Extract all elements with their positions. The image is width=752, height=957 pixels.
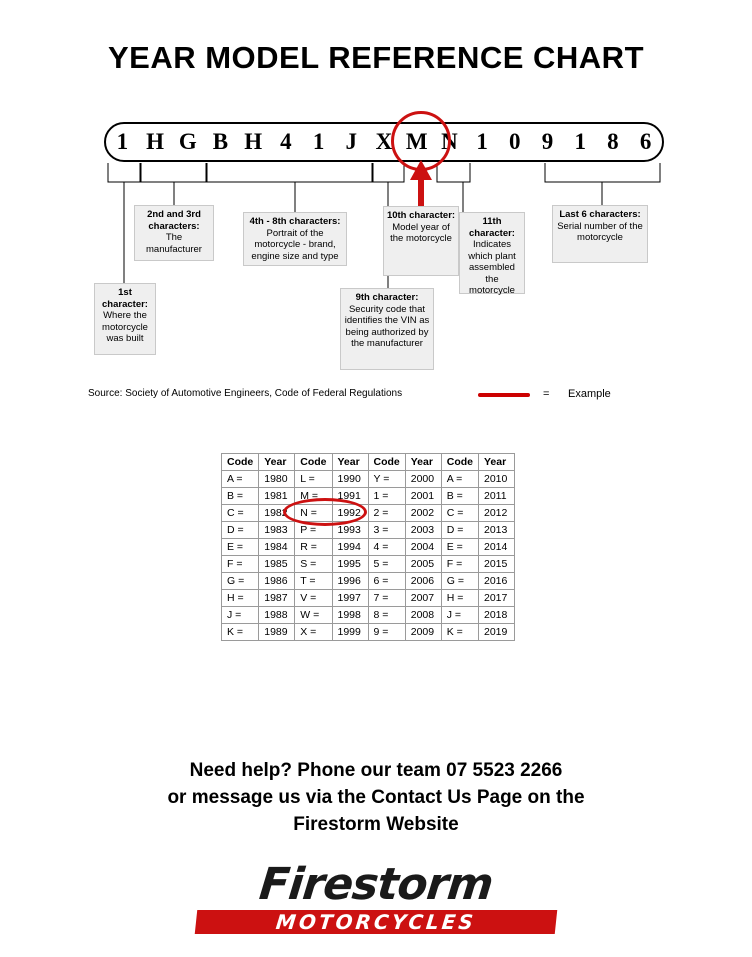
cell-code: G =	[222, 573, 259, 590]
cell-year: 1994	[332, 539, 368, 556]
cell-year: 1999	[332, 624, 368, 641]
cell-code: G =	[441, 573, 478, 590]
cell-year: 2001	[405, 488, 441, 505]
vin-char: 1	[312, 129, 325, 154]
cell-year: 2006	[405, 573, 441, 590]
cell-year: 1997	[332, 590, 368, 607]
firestorm-logo	[196, 859, 556, 942]
vin-number-box	[104, 122, 664, 162]
cell-code: E =	[441, 539, 478, 556]
callout-second-third-characters	[134, 205, 214, 261]
help-text	[0, 757, 752, 838]
cell-year: 2007	[405, 590, 441, 607]
cell-year: 2000	[405, 471, 441, 488]
column-header: Code	[222, 454, 259, 471]
cell-year: 1993	[332, 522, 368, 539]
table-row	[222, 624, 515, 641]
cell-year: 2019	[479, 624, 515, 641]
vin-char: H	[244, 129, 263, 154]
callout-body: Model year of the motorcycle	[390, 221, 452, 244]
table-header-row	[222, 454, 515, 471]
table-row	[222, 590, 515, 607]
cell-year: 2008	[405, 607, 441, 624]
cell-year: 1987	[259, 590, 295, 607]
cell-year: 1991	[332, 488, 368, 505]
cell-year: 1996	[332, 573, 368, 590]
cell-year: 1992	[332, 505, 368, 522]
callout-body: Where the motorcycle was built	[102, 310, 148, 344]
cell-year: 1980	[259, 471, 295, 488]
cell-code: A =	[222, 471, 259, 488]
table-row	[222, 539, 515, 556]
cell-year: 2018	[479, 607, 515, 624]
cell-code: C =	[441, 505, 478, 522]
cell-year: 1984	[259, 539, 295, 556]
cell-code: B =	[441, 488, 478, 505]
callout-heading: 2nd and 3rd characters:	[147, 209, 201, 232]
logo-wordmark: Firestorm	[257, 859, 496, 910]
cell-code: 6 =	[368, 573, 405, 590]
cell-year: 1983	[259, 522, 295, 539]
cell-year: 2002	[405, 505, 441, 522]
cell-year: 1990	[332, 471, 368, 488]
cell-code: 8 =	[368, 607, 405, 624]
cell-year: 2017	[479, 590, 515, 607]
cell-code: 4 =	[368, 539, 405, 556]
legend-example-label: Example	[568, 388, 611, 400]
cell-year: 2013	[479, 522, 515, 539]
column-header: Year	[332, 454, 368, 471]
legend-example-swatch	[478, 393, 530, 397]
callout-heading: 11th character:	[469, 216, 515, 239]
vin-char: 0	[509, 129, 521, 154]
cell-code: T =	[295, 573, 332, 590]
cell-year: 1981	[259, 488, 295, 505]
callout-heading: 10th character:	[386, 210, 456, 221]
callout-ninth-character	[340, 288, 434, 370]
cell-year: 2005	[405, 556, 441, 573]
callout-heading: 4th - 8th characters:	[249, 216, 341, 227]
cell-code: D =	[441, 522, 478, 539]
cell-year: 1995	[332, 556, 368, 573]
cell-code: 9 =	[368, 624, 405, 641]
column-header: Year	[405, 454, 441, 471]
cell-year: 1986	[259, 573, 295, 590]
table-row	[222, 471, 515, 488]
cell-year: 1985	[259, 556, 295, 573]
legend-equals-sign: =	[543, 388, 550, 400]
cell-year: 2011	[479, 488, 515, 505]
cell-code: K =	[222, 624, 259, 641]
cell-year: 2016	[479, 573, 515, 590]
cell-code: 3 =	[368, 522, 405, 539]
cell-code: R =	[295, 539, 332, 556]
callout-body: Security code that identifies the VIN as being authorized by the manufacturer	[344, 303, 430, 349]
vin-char: 4	[280, 129, 292, 154]
cell-code: 5 =	[368, 556, 405, 573]
callout-last-six-characters	[552, 205, 648, 263]
cell-code: X =	[295, 624, 332, 641]
cell-code: W =	[295, 607, 332, 624]
cell-code: 1 =	[368, 488, 405, 505]
table-row	[222, 522, 515, 539]
cell-year: 2003	[405, 522, 441, 539]
cell-year: 2014	[479, 539, 515, 556]
cell-code: F =	[441, 556, 478, 573]
callout-body: The manufacturer	[146, 232, 202, 255]
vin-char: G	[178, 129, 197, 154]
cell-code: N =	[295, 505, 332, 522]
vin-char: M	[405, 129, 428, 154]
table-highlight-circle	[283, 498, 367, 526]
cell-code: V =	[295, 590, 332, 607]
column-header: Year	[479, 454, 515, 471]
cell-code: F =	[222, 556, 259, 573]
cell-year: 2009	[405, 624, 441, 641]
vin-char: 6	[639, 129, 652, 154]
callout-eleventh-character	[459, 212, 525, 294]
callout-body: Portrait of the motorcycle - brand, engine size and type	[251, 227, 339, 262]
cell-year: 2012	[479, 505, 515, 522]
vin-char: X	[375, 129, 393, 154]
page-title: YEAR MODEL REFERENCE CHART	[107, 40, 645, 75]
vin-char: 9	[541, 129, 554, 154]
callout-heading: 9th character:	[355, 292, 419, 303]
callout-tenth-character	[383, 206, 459, 276]
cell-code: H =	[441, 590, 478, 607]
help-line-3: Firestorm Website	[293, 814, 459, 835]
vin-char: H	[146, 129, 164, 154]
column-header: Year	[259, 454, 295, 471]
cell-code: K =	[441, 624, 478, 641]
help-line-2: or message us via the Contact Us Page on the	[167, 787, 585, 808]
cell-code: J =	[441, 607, 478, 624]
table-row	[222, 556, 515, 573]
cell-code: E =	[222, 539, 259, 556]
vin-char: N	[441, 129, 458, 154]
cell-code: A =	[441, 471, 478, 488]
callout-heading: Last 6 characters:	[559, 209, 641, 220]
cell-year: 1989	[259, 624, 295, 641]
cell-year: 2015	[479, 556, 515, 573]
cell-code: P =	[295, 522, 332, 539]
cell-code: J =	[222, 607, 259, 624]
callout-first-character	[94, 283, 156, 355]
callout-body: Serial number of the motorcycle	[557, 220, 643, 243]
callout-body: Indicates which plant assembled the motorcycle	[468, 239, 516, 296]
cell-code: 2 =	[368, 505, 405, 522]
cell-code: M =	[295, 488, 332, 505]
cell-code: L =	[295, 471, 332, 488]
logo-subtitle: MOTORCYCLES	[195, 910, 558, 934]
table-row	[222, 505, 515, 522]
cell-year: 2004	[405, 539, 441, 556]
vin-char: 1	[476, 129, 488, 154]
cell-code: B =	[222, 488, 259, 505]
cell-year: 1982	[259, 505, 295, 522]
table-row	[222, 607, 515, 624]
help-line-1: Need help? Phone our team 07 5523 2266	[189, 760, 563, 781]
vin-char: 1	[116, 129, 129, 154]
column-header: Code	[295, 454, 332, 471]
table-row	[222, 573, 515, 590]
callout-fourth-eighth-characters	[243, 212, 347, 266]
callout-heading: 1st character:	[102, 287, 148, 310]
table-row	[222, 488, 515, 505]
model-year-code-table	[221, 453, 515, 641]
cell-code: S =	[295, 556, 332, 573]
cell-year: 1998	[332, 607, 368, 624]
column-header: Code	[441, 454, 478, 471]
vin-char: 1	[574, 129, 586, 154]
cell-code: Y =	[368, 471, 405, 488]
vin-char: 8	[607, 129, 619, 154]
cell-code: D =	[222, 522, 259, 539]
column-header: Code	[368, 454, 405, 471]
vin-model-year-highlight-circle	[391, 111, 451, 171]
cell-code: C =	[222, 505, 259, 522]
cell-code: H =	[222, 590, 259, 607]
vin-char: B	[212, 129, 229, 154]
vin-char: J	[345, 129, 358, 154]
source-text: Source: Society of Automotive Engineers, Code of Federal Regulations	[88, 388, 403, 399]
cell-code: 7 =	[368, 590, 405, 607]
cell-year: 2010	[479, 471, 515, 488]
cell-year: 1988	[259, 607, 295, 624]
